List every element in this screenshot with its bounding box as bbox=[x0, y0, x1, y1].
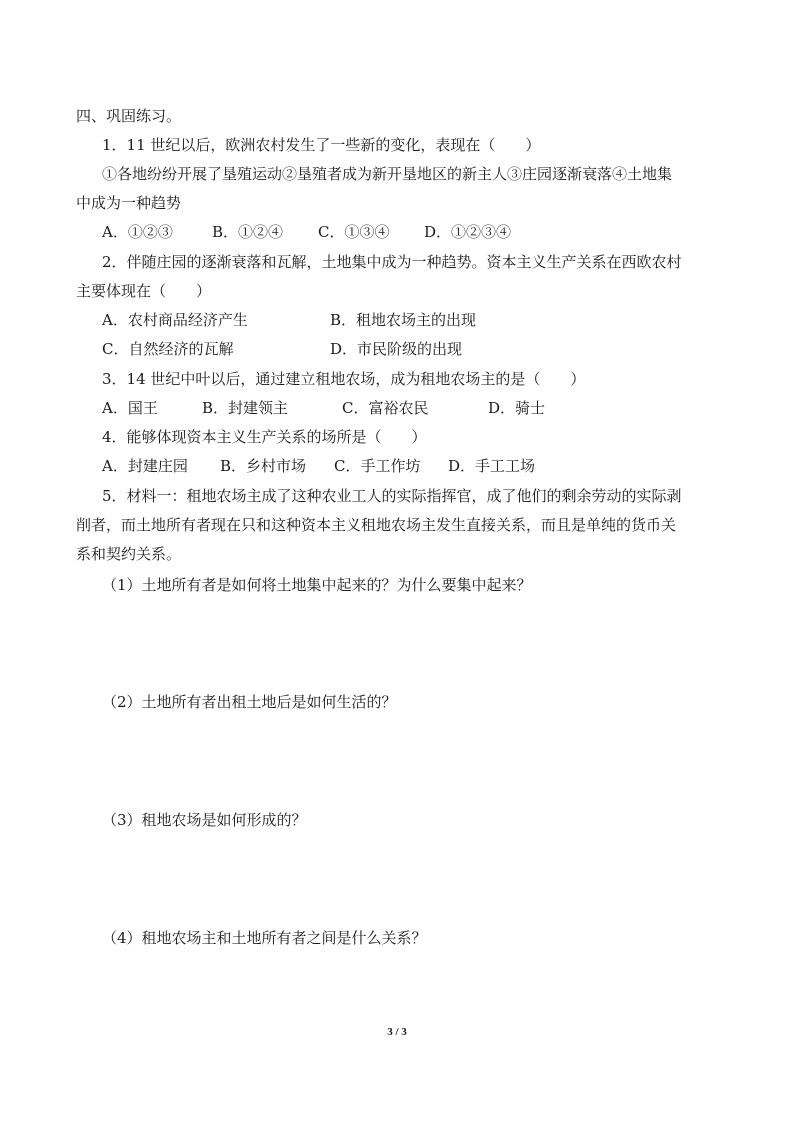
q4-option-c: C．手工作坊 bbox=[334, 457, 421, 475]
q4-option-a: A．封建庄园 bbox=[102, 457, 188, 475]
q2-stem-line2: 主要体现在（ ） bbox=[76, 282, 212, 300]
section-title: 四、巩固练习。 bbox=[76, 107, 182, 125]
q1-option-b: B．①②④ bbox=[212, 223, 284, 241]
q4-option-d: D．手工工场 bbox=[448, 457, 536, 475]
q5-material-line1: 5．材料一：租地农场主成了这种农业工人的实际指挥官，成了他们的剩余劳动的实际剥 bbox=[102, 487, 682, 505]
q1-option-d: D．①②③④ bbox=[424, 223, 512, 241]
q3-option-a: A．国王 bbox=[102, 399, 158, 417]
q2-option-b: B．租地农场主的出现 bbox=[330, 311, 477, 329]
q1-items-line2: 中成为一种趋势 bbox=[76, 194, 182, 212]
q4-option-b: B．乡村市场 bbox=[220, 457, 307, 475]
q5-material-line3: 系和契约关系。 bbox=[76, 545, 182, 563]
q5-sub-question-1: （1）土地所有者是如何将土地集中起来的？为什么要集中起来？ bbox=[102, 576, 532, 594]
q2-stem-line1: 2．伴随庄园的逐渐衰落和瓦解，土地集中成为一种趋势。资本主义生产关系在西欧农村 bbox=[102, 253, 682, 271]
q1-option-c: C．①③④ bbox=[318, 223, 390, 241]
q1-option-a: A．①②③ bbox=[102, 223, 173, 241]
q2-option-d: D．市民阶级的出现 bbox=[330, 340, 463, 358]
q5-sub-question-3: （3）租地农场是如何形成的？ bbox=[102, 811, 307, 829]
q4-stem: 4．能够体现资本主义生产关系的场所是（ ） bbox=[102, 428, 427, 446]
q2-option-c: C．自然经济的瓦解 bbox=[102, 340, 234, 358]
q1-stem: 1．11 世纪以后，欧洲农村发生了一些新的变化，表现在（ ） bbox=[102, 136, 541, 154]
q3-option-d: D．骑士 bbox=[488, 399, 546, 417]
q5-material-line2: 削者，而土地所有者现在只和这种资本主义租地农场主发生直接关系，而且是单纯的货币关 bbox=[76, 516, 677, 534]
page-number: 3 / 3 bbox=[387, 1026, 407, 1038]
q3-option-b: B．封建领主 bbox=[202, 399, 289, 417]
q3-stem: 3．14 世纪中叶以后，通过建立租地农场，成为租地农场主的是（ ） bbox=[102, 370, 586, 388]
q5-sub-question-4: （4）租地农场主和土地所有者之间是什么关系？ bbox=[102, 929, 427, 947]
q2-option-a: A．农村商品经济产生 bbox=[102, 311, 248, 329]
q5-sub-question-2: （2）土地所有者出租土地后是如何生活的？ bbox=[102, 693, 397, 711]
q1-items-line1: ①各地纷纷开展了垦殖运动②垦殖者成为新开垦地区的新主人③庄园逐渐衰落④土地集 bbox=[102, 165, 673, 183]
q3-option-c: C．富裕农民 bbox=[342, 399, 429, 417]
